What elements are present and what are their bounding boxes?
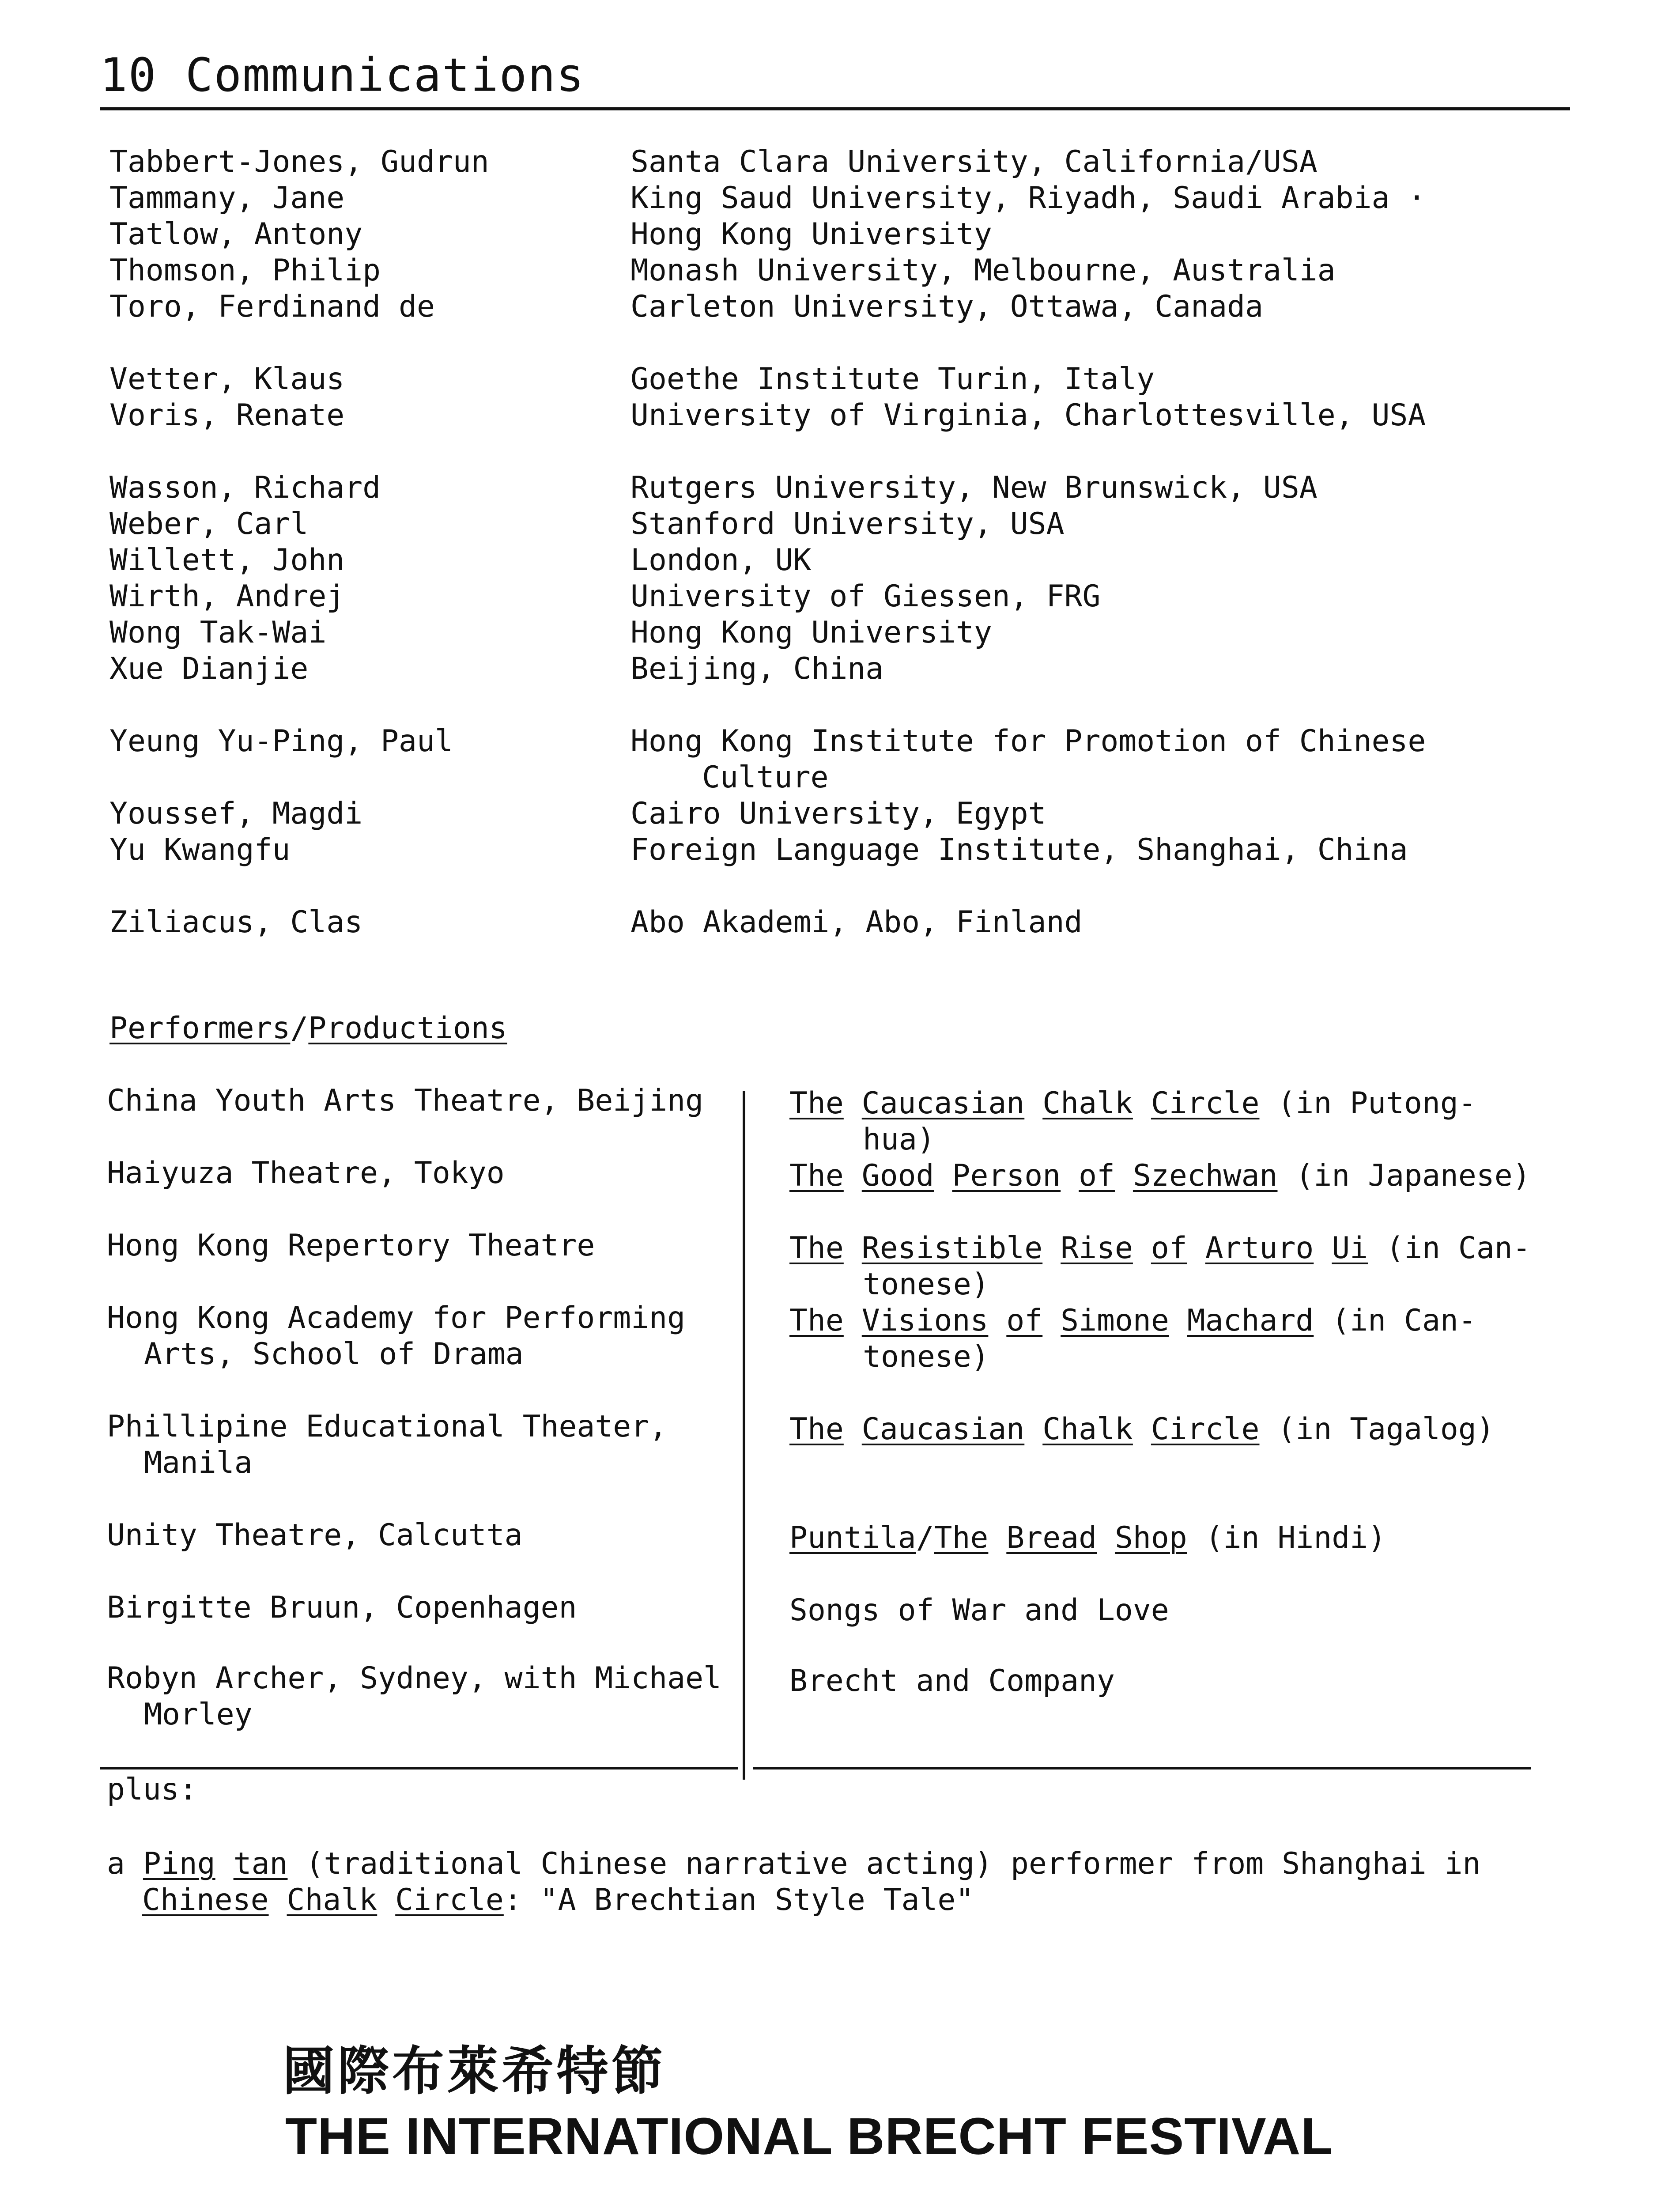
title-word: The [934,1520,989,1555]
production-note-cont: tonese) [863,1339,989,1374]
participant-name: Weber, Carl [109,507,309,541]
participant-affiliation: Hong Kong Institute for Promotion of Chinese [630,724,1426,759]
title-word: Person [952,1158,1061,1193]
plus-work-word: Circle [395,1883,504,1917]
participant-name: Wong Tak-Wai [109,615,327,650]
participant-name: Tatlow, Antony [109,217,363,252]
performer-name: Birgitte Bruun, Copenhagen [107,1590,577,1625]
plus-prefix: a [107,1846,125,1881]
plus-label: plus: [107,1772,197,1807]
participant-name: Yeung Yu-Ping, Paul [109,724,453,759]
title-word: Ui [1332,1231,1368,1266]
title-word: Resistible [861,1231,1043,1266]
title-word: Shop [1114,1520,1187,1555]
participant-name: Tammany, Jane [109,181,345,216]
performer-name: Haiyuza Theatre, Tokyo [107,1156,505,1191]
title-word: Caucasian [861,1412,1025,1447]
production-note: (in Tagalog) [1277,1412,1495,1447]
section-heading-productions: Productions [308,1011,507,1046]
section-heading-slash: / [290,1011,309,1046]
participant-affiliation: King Saud University, Riyadh, Saudi Arabia · [630,181,1426,216]
production-title [789,1158,1531,1194]
title-word: Rise [1061,1231,1133,1266]
participant-name: Xue Dianjie [109,651,309,686]
production-title [789,1230,1531,1267]
participant-name: Vetter, Klaus [109,362,345,397]
performer-name: Hong Kong Repertory Theatre [107,1228,595,1263]
performer-name: Unity Theatre, Calcutta [107,1518,523,1553]
title-word: The [789,1412,844,1447]
plus-term-word: tan [233,1846,288,1881]
festival-title-english: THE INTERNATIONAL BRECHT FESTIVAL [285,2107,1333,2166]
column-divider [743,1091,745,1780]
title-word: Good [861,1158,934,1193]
section-heading-performers: Performers [109,1011,291,1046]
plus-term-word: Ping [143,1846,215,1881]
title-word: The [789,1231,844,1266]
participant-name: Thomson, Philip [109,253,381,288]
production-title [789,1520,1386,1556]
participant-name: Toro, Ferdinand de [109,289,435,324]
production-note-cont: hua) [863,1122,935,1157]
title-word: of [1151,1231,1187,1266]
performer-name: Phillipine Educational Theater, [107,1409,668,1444]
participant-affiliation-cont: Culture [702,760,829,795]
participant-affiliation: Hong Kong University [630,615,992,650]
production-title [789,1303,1476,1339]
production-note: (in Putong- [1277,1086,1476,1121]
title-word: Visions [861,1303,989,1338]
participant-affiliation: London, UK [630,543,812,578]
title-word: of [1079,1158,1115,1193]
production-note: (in Can- [1332,1303,1476,1338]
participant-affiliation: Carleton University, Ottawa, Canada [630,289,1263,324]
header-rule [100,107,1570,110]
performer-name: Robyn Archer, Sydney, with Michael [107,1661,721,1696]
plus-note-line2 [142,1882,974,1918]
title-slash: / [916,1520,934,1555]
participant-affiliation: Goethe Institute Turin, Italy [630,362,1155,397]
production-title: Brecht and Company [789,1664,1115,1698]
participant-name: Wirth, Andrej [109,579,345,614]
participant-affiliation: Stanford University, USA [630,507,1065,541]
section-heading-performers-productions [109,1010,507,1047]
title-word: Machard [1187,1303,1314,1338]
title-word: Chalk [1042,1412,1133,1447]
title-word: The [789,1158,844,1193]
participant-name: Voris, Renate [109,398,345,433]
participant-name: Ziliacus, Clas [109,905,363,940]
participant-name: Youssef, Magdi [109,796,363,831]
plus-work-word: Chalk [287,1883,378,1917]
plus-description: (traditional Chinese narrative acting) performer from Shanghai in [306,1846,1481,1881]
participant-affiliation: Hong Kong University [630,217,992,252]
festival-title-chinese: 國際布萊希特節 [283,2041,666,2102]
title-word: Simone [1061,1303,1169,1338]
performer-name: China Youth Arts Theatre, Beijing [107,1083,704,1118]
participant-affiliation: Monash University, Melbourne, Australia [630,253,1336,288]
plus-colon: : [503,1883,522,1917]
plus-note-line1 [107,1846,1480,1882]
participant-name: Tabbert-Jones, Gudrun [109,144,489,179]
participant-affiliation: University of Virginia, Charlottesville, USA [630,398,1426,433]
page-title: 10 Communications [100,48,585,102]
performer-name-cont: Arts, School of Drama [144,1337,524,1372]
plus-subtitle: "A Brechtian Style Tale" [540,1883,974,1917]
participant-affiliation: Abo Akademi, Abo, Finland [630,905,1083,940]
title-word: Caucasian [861,1086,1025,1121]
participant-affiliation: Cairo University, Egypt [630,796,1046,831]
plus-work-word: Chinese [142,1883,269,1917]
title-word: The [789,1303,844,1338]
production-note: (in Can- [1386,1231,1531,1266]
participant-affiliation: University of Giessen, FRG [630,579,1101,614]
table-bottom-rule-right [753,1767,1531,1769]
participant-affiliation: Santa Clara University, California/USA [630,144,1318,179]
title-word: Circle [1151,1086,1260,1121]
table-bottom-rule-left [100,1767,738,1769]
title-word: Bread [1006,1520,1097,1555]
title-word: Puntila [789,1520,916,1555]
title-word: of [1006,1303,1043,1338]
production-note: (in Hindi) [1205,1520,1386,1555]
participant-affiliation: Foreign Language Institute, Shanghai, China [630,832,1408,867]
title-word: Arturo [1205,1231,1314,1266]
participant-name: Willett, John [109,543,345,578]
participant-affiliation: Beijing, China [630,651,884,686]
title-word: Szechwan [1133,1158,1278,1193]
performer-name-cont: Morley [144,1697,253,1732]
production-title: Songs of War and Love [789,1593,1169,1628]
production-note: (in Japanese) [1295,1158,1531,1193]
title-word: Circle [1151,1412,1260,1447]
performer-name: Hong Kong Academy for Performing [107,1301,686,1335]
title-word: The [789,1086,844,1121]
performer-name-cont: Manila [144,1445,253,1480]
production-note-cont: tonese) [863,1267,989,1302]
title-word: Chalk [1042,1086,1133,1121]
participant-name: Yu Kwangfu [109,832,291,867]
production-title [789,1411,1495,1448]
participant-affiliation: Rutgers University, New Brunswick, USA [630,470,1318,505]
participant-name: Wasson, Richard [109,470,381,505]
production-title [789,1085,1476,1122]
